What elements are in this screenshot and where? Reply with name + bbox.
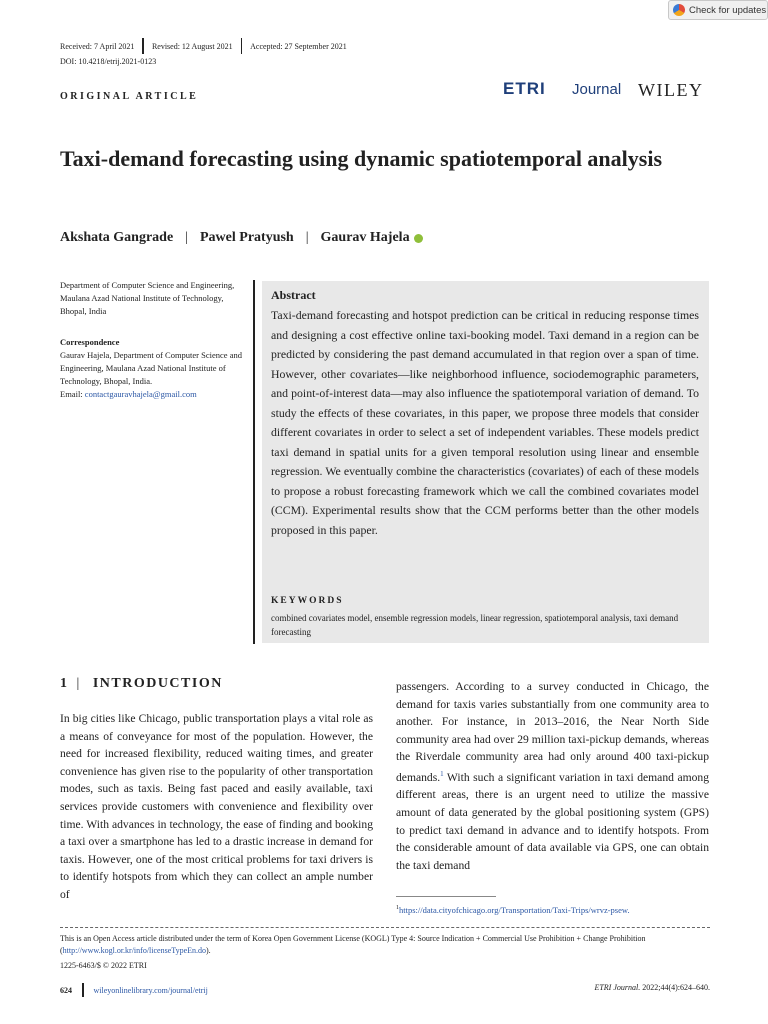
license-divider xyxy=(60,927,710,928)
intro-right-text-b: With such a significant variation in taxi demand among different areas, there is an urgent need to utilize the massive amount of data generated by the global positioning system (GPS) to predict taxi demand in advance and to identify hotspots. From the considerable amount of data available via GPS, one can obtain the taxi demand xyxy=(396,770,709,872)
author-list xyxy=(60,230,423,246)
footnote-ref-link[interactable]: 1 xyxy=(440,769,444,778)
section-separator: | xyxy=(76,676,81,691)
revised-date: Revised: 12 August 2021 xyxy=(151,41,233,51)
received-date: Received: 7 April 2021 xyxy=(60,41,135,51)
abstract-heading: Abstract xyxy=(271,288,316,302)
abstract-divider xyxy=(253,280,255,644)
journal-logo-text: Journal xyxy=(572,81,622,98)
footer-journal-name: ETRI Journal. xyxy=(594,983,641,992)
license-text xyxy=(60,933,710,957)
page-footer xyxy=(60,983,208,997)
license-text-a: This is an Open Access article distributed under the term of Korea Open Government License (KOGL) Type 4: Source Indication + Commercial Use Prohibition + Change Prohibition ( xyxy=(60,934,646,955)
doi: DOI: 10.4218/etrij.2021-0123 xyxy=(60,57,157,66)
abstract-text: Taxi-demand forecasting and hotspot prediction can be critical in reducing response times and designing a cost effective online taxi-booking model. Taxi demand in a region can be predicted by considering the past demand accumulated in that region over a span of time. However, other covariates—like neighborhood influence, sociodemographic parameters, and point-of-interest data—may also influence the spatiotemporal variation of demand. To study the effects of these covariates, in this paper, we propose three models that consider different covariates in order to select a set of independent variables. These models predict taxi demand in spatial units for a given temporal resolution using linear and ensemble regression. We eventually combine the characteristics (covariates) of each of these models to propose a robust forecasting framework which we call the combined covariates model (CCM). Experimental results show that the CCM performs better than the other models proposed in this paper. xyxy=(271,308,699,537)
check-for-updates-button[interactable] xyxy=(668,0,768,20)
author-separator: | xyxy=(305,230,309,245)
footer-citation xyxy=(594,983,710,992)
email-link[interactable]: contactgauravhajela@gmail.com xyxy=(84,389,197,399)
footnote-mark: 1 xyxy=(396,905,399,912)
correspondence-text: Gaurav Hajela, Department of Computer Science and Engineering, Maulana Azad National Institute of Technology, Bhopal, India. xyxy=(60,350,242,386)
intro-right-column xyxy=(396,678,709,874)
footnote-url-link[interactable]: https://data.cityofchicago.org/Transportation/Taxi-Trips/wrvz-psew. xyxy=(399,905,630,915)
correspondence xyxy=(60,336,250,401)
section-title: INTRODUCTION xyxy=(92,676,223,691)
page-number: 624 xyxy=(60,985,72,995)
section-heading xyxy=(60,676,223,692)
license-text-b: ). xyxy=(206,946,211,955)
date-divider xyxy=(142,38,144,54)
email-label: Email: xyxy=(60,389,83,399)
author-name[interactable]: Akshata Gangrade xyxy=(60,230,174,245)
keywords-text: combined covariates model, ensemble regression models, linear regression, spatiotemporal analysis, taxi demand forecasting xyxy=(271,613,679,637)
crossmark-icon xyxy=(673,4,685,16)
etri-logo: ETRI xyxy=(503,79,546,98)
footer-divider xyxy=(82,983,84,997)
journal-site-link[interactable]: wileyonlinelibrary.com/journal/etrij xyxy=(93,985,208,995)
article-dates xyxy=(60,38,347,54)
issn: 1225-6463/$ © 2022 ETRI xyxy=(60,961,147,970)
keywords-heading: KEYWORDS xyxy=(271,596,344,606)
author-name[interactable]: Pawel Pratyush xyxy=(200,230,294,245)
check-for-updates-label: Check for updates xyxy=(689,4,767,16)
correspondence-heading: Correspondence xyxy=(60,337,120,347)
footer-citation-text: 2022;44(4):624–640. xyxy=(640,983,710,992)
paper-title: Taxi-demand forecasting using dynamic spatiotemporal analysis xyxy=(60,146,663,171)
license-url-link[interactable]: http://www.kogl.or.kr/info/licenseTypeEn.do xyxy=(62,946,207,955)
date-divider xyxy=(241,38,243,54)
intro-left-column: In big cities like Chicago, public transportation plays a vital role as a means of conveyance for most of the population. However, the need for increased flexibility, reduced waiting times, and greater convenience has given rise to the popularity of other transportation modes, such as taxis. Being fast paced and easily available, taxi services provide customers with convenience and flexibility over time. With advances in technology, the ease of finding and booking a taxi over a smartphone has led to a drastic increase in demand for taxis. However, one of the most critical problems for taxi drivers is to identify hotspots from which they can collect an ample number of xyxy=(60,712,373,901)
affiliation: Department of Computer Science and Engineering, Maulana Azad National Institute of Technology, Bhopal, India xyxy=(60,280,235,316)
correspondence-email-line xyxy=(60,388,250,401)
footnote xyxy=(396,905,630,915)
accepted-date: Accepted: 27 September 2021 xyxy=(250,41,347,51)
orcid-icon[interactable] xyxy=(414,234,423,243)
footnote-rule xyxy=(396,896,496,897)
section-number: 1 xyxy=(60,676,69,691)
intro-right-text-a: passengers. According to a survey conducted in Chicago, the demand for taxis varies substantially from one community area to another. For instance, in 2013–2016, the Near North Side community area had over 29 million taxi-pickup demands, whereas the Riverdale community area had only around 400 taxi-pickup demands. xyxy=(396,680,709,784)
author-name[interactable]: Gaurav Hajela xyxy=(320,230,410,245)
article-type: ORIGINAL ARTICLE xyxy=(60,91,199,102)
author-separator: | xyxy=(185,230,188,245)
wiley-logo: WILEY xyxy=(638,80,704,100)
